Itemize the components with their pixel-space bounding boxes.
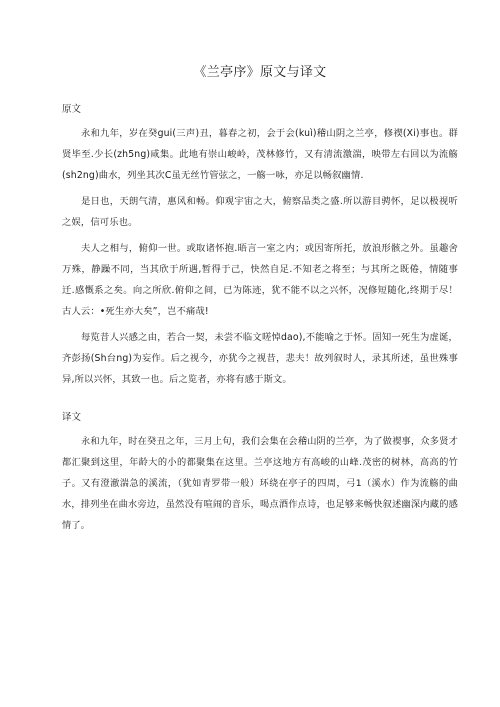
- original-paragraph-4: 每览昔人兴感之由，若合一契，未尝不临文嗟悼dao),不能喻之于怀。固知一死生为虚诞，齐彭扬(Sh台ng)为妄作。后之视今，亦犹今之视昔，悲夫！故列叙时人，录其所述，虽世殊事异,所以兴怀，其致一也。后之览者，亦将有感于斯文。: [62, 332, 458, 385]
- original-paragraph-3: 夫人之相与，俯仰一世。或取诸怀抱.晤言一室之内；或因寄所托，放浪形骸之外。虽趣舍万殊，静躁不同，当其欣于所遇,暂得于己，快然自足.不知老之将至；与其所之既倦，情随事迁.感慨系之矣。向之所欣.俯仰之间，已为陈迹，犹不能不以之兴怀，况修短随化,终期于尽！古人云：•死生亦大矣”，岂不痛哉!: [62, 243, 458, 317]
- translation-paragraph-1: 永和九年，时在癸丑之年，三月上旬，我们会集在会稽山阴的兰亭，为了做禊事，众多贤才都汇聚到这里，年龄大的小的都聚集在这里。兰亭这地方有高峻的山峰.茂密的树林，高高的竹子。又有澄澈湍急的溪流，（犹如青罗带一般）环绕在亭子的四周，弓1（溪水）作为流觞的曲水，排列坐在曲水旁边，虽然没有喧闹的音乐，喝点酒作点诗，也足够来畅快叙述幽深内藏的感情了。: [62, 436, 458, 531]
- document-title: 《兰亭序》原文与译文: [193, 65, 327, 80]
- original-heading: 原文: [62, 104, 82, 115]
- original-paragraph-1: 永和九年，岁在癸gui(三声)丑，暮春之初，会于会(kuì)稽山阴之兰亭，修禊(Xi)事也。群贤毕至.少长(zh5ng)咸集。此地有崇山峻岭，茂林修竹，又有清流激湍，映带左右回以为流觞(sh2ng)曲水，列坐其次C虽无丝竹管弦之，一觞一咏，亦足以畅叙幽情.: [62, 128, 458, 181]
- translation-heading: 译文: [62, 412, 82, 423]
- translation-section: [62, 411, 458, 536]
- section-spacer: [62, 395, 458, 411]
- original-text-section: [62, 103, 458, 390]
- original-paragraph-2: 是日也，天朗气清，惠风和畅。仰观宇宙之大，俯察品类之盛.所以游目骋怀，足以极视听之娱，信可乐也。: [62, 196, 458, 228]
